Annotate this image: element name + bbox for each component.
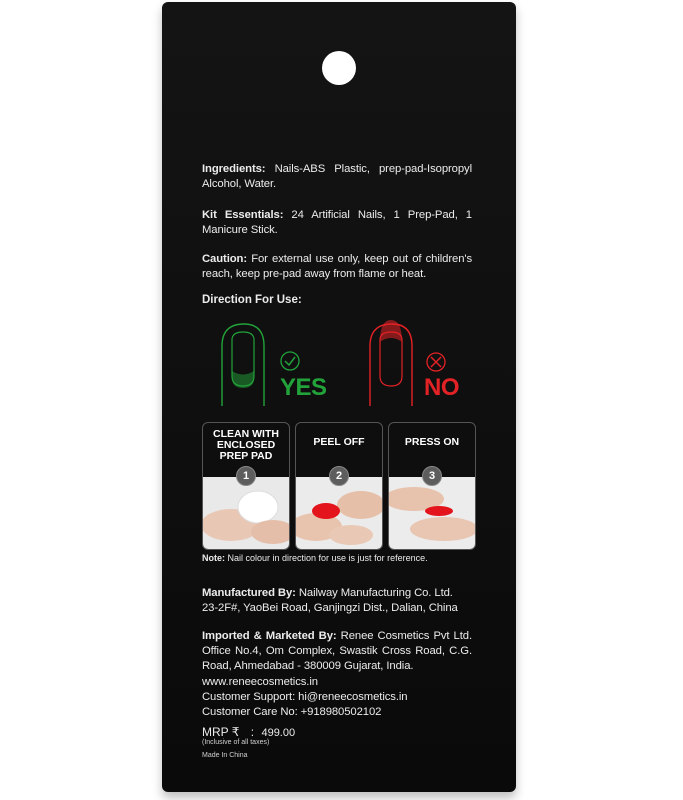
- kit-essentials-text: [202, 208, 472, 238]
- ingredients-value: Nails-ABS Plastic, prep-pad-Isopropyl Alcohol, Water.: [202, 163, 472, 190]
- imported-value: Renee Cosmetics Pvt Ltd. Office No.4, Om Complex, Swastik Cross Road, C.G. Road, Ahmedabad - 380009 Gujarat, India.: [202, 630, 472, 672]
- no-label: NO: [424, 374, 459, 401]
- press-on-image: [389, 477, 475, 549]
- package-back-card: [162, 2, 516, 792]
- step-3-number: 3: [422, 466, 442, 486]
- imported-label: Imported & Marketed By:: [202, 630, 337, 642]
- manufactured-address: 23-2F#, YaoBei Road, Ganjingzi Dist., Dalian, China: [202, 602, 458, 614]
- kit-value: 24 Artificial Nails, 1 Prep-Pad, 1 Manicure Stick.: [202, 209, 472, 236]
- step-1: [202, 422, 290, 550]
- website-text: www.reneecosmetics.in: [202, 676, 318, 688]
- hang-hole: [322, 51, 356, 85]
- mrp-value: 499.00: [261, 727, 296, 739]
- step-3-title: PRESS ON: [404, 436, 460, 448]
- note-value: Nail colour in direction for use is just for reference.: [225, 553, 428, 563]
- ingredients-text: [202, 162, 472, 192]
- mrp-colon: :: [250, 725, 255, 739]
- caution-value: For external use only, keep out of children's reach, keep pre-pad away from flame or heat.: [202, 253, 472, 280]
- step-1-number: 1: [236, 466, 256, 486]
- yes-label: YES: [280, 374, 327, 401]
- imported-block: [202, 629, 472, 674]
- direction-title: Direction For Use:: [202, 294, 302, 306]
- caution-label: Caution:: [202, 253, 248, 265]
- support-text: Customer Support: hi@reneecosmetics.in: [202, 691, 408, 703]
- step-2-title: PEEL OFF: [313, 436, 365, 448]
- manufactured-label: Manufactured By:: [202, 587, 296, 599]
- manufactured-block: [202, 586, 472, 616]
- note-label: Note:: [202, 553, 225, 563]
- peel-off-image: [296, 477, 382, 549]
- care-text: Customer Care No: +918980502102: [202, 706, 382, 718]
- ingredients-label: Ingredients:: [202, 163, 266, 175]
- made-in: Made In China: [202, 752, 248, 759]
- note-text: [202, 553, 428, 563]
- kit-label: Kit Essentials:: [202, 209, 284, 221]
- step-2-number: 2: [329, 466, 349, 486]
- steps-row: [199, 422, 477, 550]
- manufactured-value: Nailway Manufacturing Co. Ltd.: [295, 587, 453, 599]
- mrp-line: [202, 725, 295, 739]
- tax-note: (Inclusive of all taxes): [202, 739, 270, 746]
- caution-text: [202, 252, 472, 282]
- step-1-title: CLEAN WITH ENCLOSED PREP PAD: [213, 428, 279, 462]
- mrp-label: MRP ₹: [202, 725, 240, 739]
- step-3: [388, 422, 476, 550]
- step-2: [295, 422, 383, 550]
- clean-hand-image: [203, 477, 289, 549]
